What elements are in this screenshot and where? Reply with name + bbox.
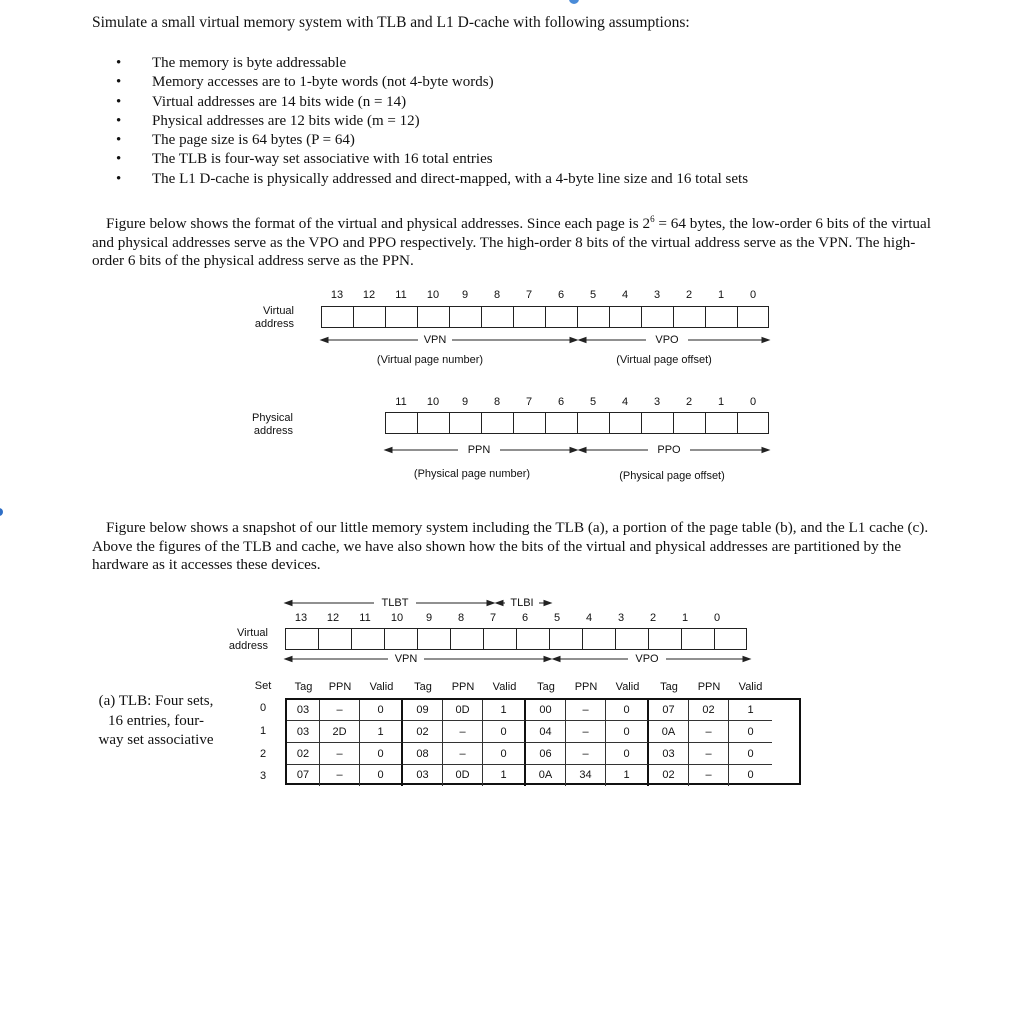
tlb-bit-numbers [285, 612, 733, 624]
bit-number: 8 [493, 396, 501, 408]
table-cell: – [566, 721, 606, 743]
bit-number: 10 [426, 289, 440, 301]
column-header: PPN [451, 681, 475, 693]
column-header: Valid [492, 681, 517, 693]
bit-number: 2 [685, 289, 693, 301]
para-text: = 64 bytes, the low-order 6 bits of the virtual and physical addresses serve as the VPO and PPO respectively. The high-order 8 bits of the virtual address serve as the VPN. The high-order 6 bits of the physical address serve as the PPN. [92, 215, 931, 270]
column-header: Tag [537, 681, 555, 693]
table-cell: 0 [606, 743, 649, 765]
superscript: 6 [650, 214, 655, 224]
snapshot-paragraph: Figure below shows a snapshot of our little memory system including the TLB (a), a portion of the page table (b), and the L1 cache (c). Above the figures of the TLB and cache, we have also shown how the bits of the virtual and physical addresses are partitioned by the hardware as it accesses these devices. [92, 519, 929, 574]
ppo-caption: (Physical page offset) [619, 470, 725, 482]
bit-number: 5 [589, 289, 597, 301]
column-header: Tag [414, 681, 432, 693]
bit-number: 1 [681, 612, 689, 624]
table-cell: 06 [526, 743, 566, 765]
table-cell: – [443, 743, 483, 765]
set-number: 2 [259, 748, 267, 760]
table-cell: 1 [360, 721, 403, 743]
bit-number: 9 [461, 289, 469, 301]
tlbi-label: TLBI [510, 597, 534, 609]
table-cell: 02 [649, 765, 689, 786]
table-cell: 0 [483, 743, 526, 765]
table-cell: 0D [443, 765, 483, 786]
column-header: Tag [660, 681, 678, 693]
table-cell: 1 [606, 765, 649, 786]
table-cell: – [689, 743, 729, 765]
vpo-caption: (Virtual page offset) [616, 354, 712, 366]
virtual-address-label: Virtual address [228, 627, 268, 652]
vpn-caption: (Virtual page number) [376, 354, 484, 366]
set-number: 0 [259, 702, 267, 714]
table-cell: 0 [360, 743, 403, 765]
table-cell: 0 [747, 769, 754, 781]
bit-number: 7 [525, 289, 533, 301]
bit-number: 6 [521, 612, 529, 624]
bit-number: 11 [359, 612, 371, 624]
column-header: PPN [697, 681, 721, 693]
bit-number: 13 [330, 289, 344, 301]
physical-address-label: Physical address [252, 412, 293, 437]
table-cell: – [566, 700, 606, 721]
table-cell: 0 [606, 721, 649, 743]
list-item: • The TLB is four-way set associative with 16 total entries [110, 150, 748, 169]
bit-number: 0 [713, 612, 721, 624]
bit-number: 5 [553, 612, 561, 624]
column-header: Valid [369, 681, 394, 693]
table-cell: 03 [649, 743, 689, 765]
table-cell: 04 [526, 721, 566, 743]
bit-number: 8 [457, 612, 465, 624]
bit-number: 0 [749, 289, 757, 301]
column-header: Valid [738, 681, 763, 693]
bit-number: 11 [395, 396, 407, 408]
table-cell: 02 [287, 743, 320, 765]
bit-number: 9 [425, 612, 433, 624]
bit-number: 2 [685, 396, 693, 408]
table-cell: 03 [287, 700, 320, 721]
bit-number: 3 [653, 289, 661, 301]
table-cell: 1 [483, 765, 526, 786]
table-cell: – [443, 721, 483, 743]
list-item: • The L1 D-cache is physically addressed and direct-mapped, with a 4-byte line size and 16 total sets [110, 170, 748, 189]
list-item: • Physical addresses are 12 bits wide (m = 12) [110, 112, 748, 131]
table-cell: 07 [287, 765, 320, 786]
column-header: PPN [328, 681, 352, 693]
table-cell: – [689, 721, 729, 743]
bit-number: 11 [395, 289, 407, 301]
list-item: • Memory accesses are to 1-byte words (not 4-byte words) [110, 73, 748, 92]
column-header: Tag [294, 681, 313, 693]
bit-number: 3 [617, 612, 625, 624]
bit-number: 9 [461, 396, 469, 408]
table-cell: 0D [443, 700, 483, 721]
list-item: • Virtual addresses are 14 bits wide (n = 14) [110, 93, 748, 112]
ppn-label: PPN [467, 444, 491, 456]
table-cell: 34 [566, 765, 606, 786]
tlbt-label: TLBT [381, 597, 409, 609]
ppn-caption: (Physical page number) [413, 468, 531, 480]
bit-number: 4 [621, 289, 629, 301]
vpn-label: VPN [423, 334, 447, 346]
list-item: • The memory is byte addressable [110, 54, 748, 73]
table-cell: 03 [287, 721, 320, 743]
intro-text: Simulate a small virtual memory system with TLB and L1 D-cache with following assumptions: [92, 14, 690, 31]
table-cell: 0 [729, 721, 772, 743]
table-cell: 0 [729, 743, 772, 765]
tlb-caption: (a) TLB: Four sets, 16 entries, four-way set associative [98, 693, 214, 748]
bit-number: 1 [717, 396, 725, 408]
bit-number: 0 [749, 396, 757, 408]
bit-number: 10 [390, 612, 404, 624]
column-header: Valid [615, 681, 640, 693]
set-header: Set [254, 680, 272, 692]
ppo-label: PPO [657, 444, 681, 456]
vpo-label: VPO [635, 653, 659, 665]
bit-number: 4 [585, 612, 593, 624]
virtual-address-label: Virtual address [254, 305, 294, 330]
table-cell: – [566, 743, 606, 765]
list-item: • The page size is 64 bytes (P = 64) [110, 131, 748, 150]
table-cell: – [689, 765, 729, 786]
bit-number: 4 [621, 396, 629, 408]
bit-number: 7 [525, 396, 533, 408]
bit-number: 3 [653, 396, 661, 408]
table-cell: 02 [689, 700, 729, 721]
bit-number: 12 [362, 289, 376, 301]
table-cell: 0 [606, 700, 649, 721]
table-cell: 0A [649, 721, 689, 743]
tlb-table [285, 698, 801, 785]
table-cell: 0 [360, 765, 403, 786]
table-cell: 1 [729, 700, 772, 721]
bit-number: 6 [557, 396, 565, 408]
bit-number: 12 [326, 612, 340, 624]
bit-number: 1 [717, 289, 725, 301]
table-cell: 03 [403, 765, 443, 786]
table-cell: 2D [320, 721, 360, 743]
bit-number: 8 [493, 289, 501, 301]
table-cell: 08 [403, 743, 443, 765]
physical-address-bits [385, 412, 769, 434]
bit-number: 6 [557, 289, 565, 301]
para-text: Figure below shows the format of the virtual and physical addresses. Since each page is 2 [106, 215, 651, 233]
set-number: 1 [259, 725, 267, 737]
vpn-label: VPN [394, 653, 418, 665]
tlb-virtual-address-bits [285, 628, 747, 650]
table-cell: 02 [403, 721, 443, 743]
table-cell: 09 [403, 700, 443, 721]
bit-number: 7 [489, 612, 497, 624]
table-cell: 0A [526, 765, 566, 786]
table-cell: – [320, 700, 360, 721]
bit-number: 2 [649, 612, 657, 624]
bit-number: 10 [426, 396, 440, 408]
vpo-label: VPO [655, 334, 679, 346]
table-cell: 0 [483, 721, 526, 743]
table-cell: 0 [360, 700, 403, 721]
table-cell: 1 [483, 700, 526, 721]
table-cell: 07 [649, 700, 689, 721]
bit-number: 5 [589, 396, 597, 408]
column-header: PPN [574, 681, 598, 693]
table-cell: 00 [526, 700, 566, 721]
table-cell: – [320, 765, 360, 786]
table-cell: – [320, 743, 360, 765]
set-number: 3 [259, 770, 267, 782]
bit-number: 13 [294, 612, 308, 624]
physical-bit-numbers [385, 396, 769, 408]
